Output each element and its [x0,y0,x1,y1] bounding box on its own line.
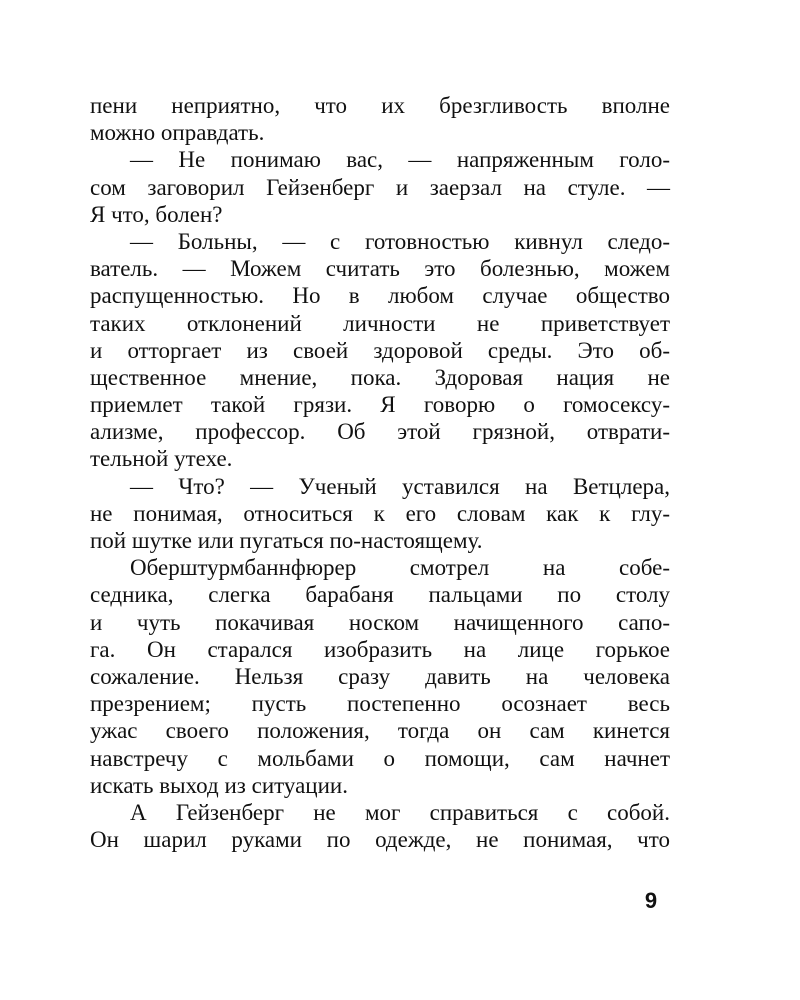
text-line: Он шарил руками по одежде, не понимая, что [90,827,670,853]
text-line: и отторгает из своей здоровой среды. Это об- [90,337,670,363]
text-line: не понимая, относиться к его словам как к глу- [90,500,670,526]
text-line: таких отклонений личности не приветствует [90,310,670,336]
text-line: пой шутке или пугаться по-настоящему. [90,528,483,553]
page-number: 9 [644,888,658,913]
text-line: — Больны, — с готовностью кивнул следо- [130,228,670,254]
text-line: и чуть покачивая носком начищенного сапо- [90,609,670,635]
text-line: — Не понимаю вас, — напряженным голо- [130,147,670,173]
text-line: А Гейзенберг не мог справиться с собой. [130,799,670,825]
body-text [90,92,670,853]
text-line: седника, слегка барабаня пальцами по столу [90,582,670,608]
text-line: ватель. — Можем считать это болезнью, можем [90,256,670,282]
text-line: тельной утехе. [90,446,233,472]
text-line: ализме, профессор. Об этой грязной, отврати- [90,419,670,445]
text-line: искать выход из ситуации. [90,772,348,798]
text-line: га. Он старался изобразить на лице горькое [90,636,670,662]
text-line: Оберштурмбаннфюрер смотрел на собе- [130,555,670,581]
text-line: — Что? — Ученый уставился на Ветцлера, [130,473,670,499]
text-line: приемлет такой грязи. Я говорю о гомосексу- [90,392,670,418]
text-line: ужас своего положения, тогда он сам кинется [90,718,670,744]
text-line: можно оправдать. [90,120,265,146]
text-line: распущенностью. Но в любом случае общество [90,283,670,309]
text-line: пени неприятно, что их брезгливость вполне [90,93,670,118]
text-line: сожаление. Нельзя сразу давить на человека [90,663,670,689]
text-line: щественное мнение, пока. Здоровая нация не [90,364,670,390]
text-line: презрением; пусть постепенно осознает весь [90,691,670,717]
text-line: навстречу с мольбами о помощи, сам начнет [90,745,670,771]
text-line: Я что, болен? [90,201,223,227]
text-line: сом заговорил Гейзенберг и заерзал на стуле. — [90,174,670,200]
